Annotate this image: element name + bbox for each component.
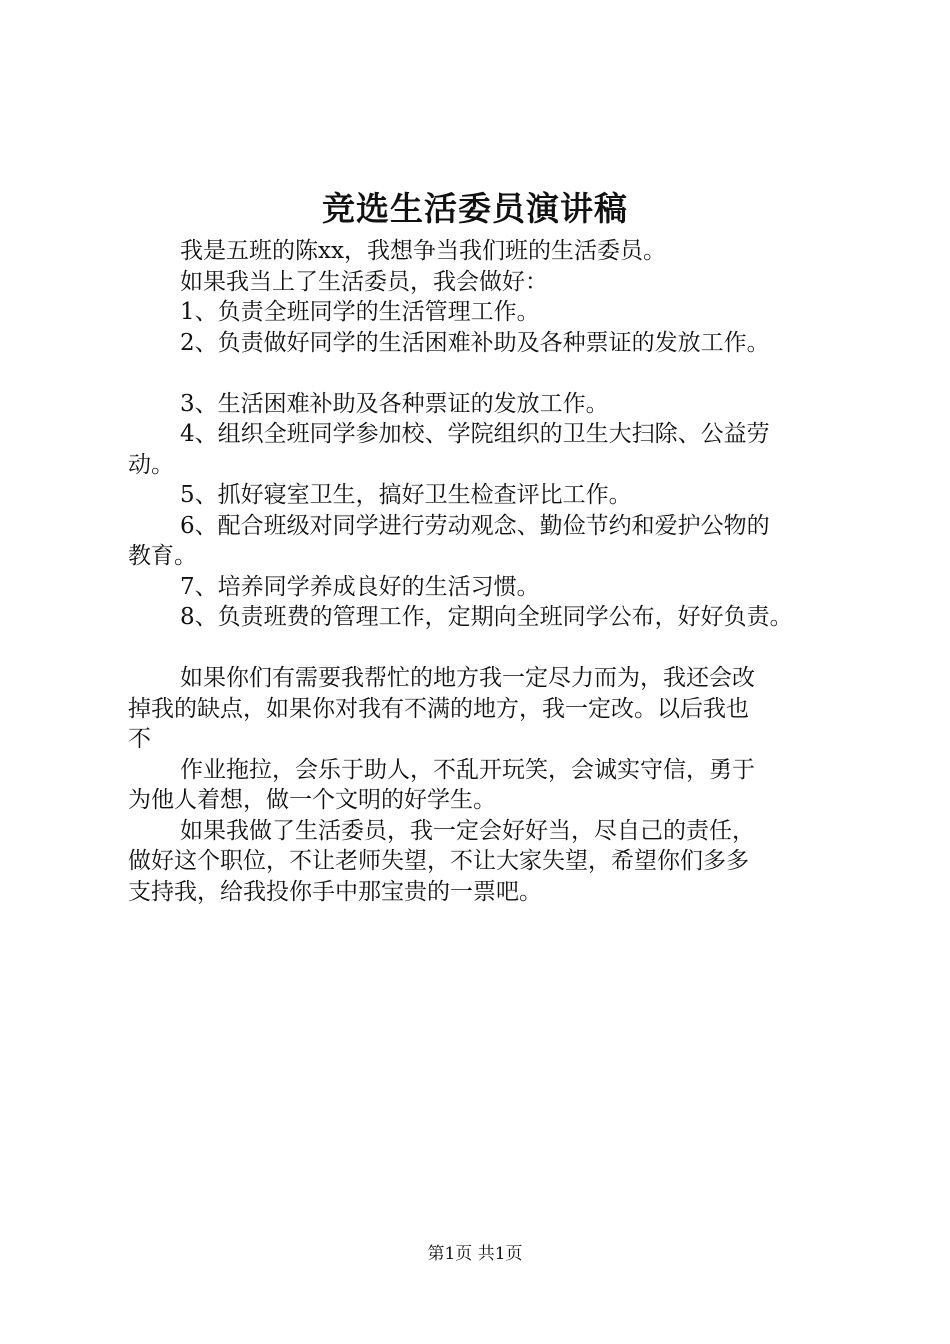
paragraph-line: 如果我做了生活委员，我一定会好好当，尽自己的责任，	[180, 817, 755, 844]
paragraph-line: 做好这个职位，不让老师失望，不让大家失望，希望你们多多	[128, 848, 749, 874]
paragraph-line: 支持我，给我投你手中那宝贵的一票吧。	[128, 878, 542, 905]
list-item-line: 6、配合班级对同学进行劳动观念、勤俭节约和爱护公物的	[180, 512, 770, 539]
list-item-line: 4、组织全班同学参加校、学院组织的卫生大扫除、公益劳	[180, 421, 770, 447]
paragraph-line: 不	[128, 726, 151, 752]
blank-line	[128, 633, 838, 664]
list-item-line: 2、负责做好同学的生活困难补助及各种票证的发放工作。	[180, 329, 770, 356]
list-item-line: 1、负责全班同学的生活管理工作。	[180, 299, 540, 325]
list-item-continuation: 教育。	[128, 543, 197, 569]
paragraph-line: 我是五班的陈xx，我想争当我们班的生活委员。	[180, 238, 666, 264]
paragraph-line: 作业拖拉，会乐于助人，不乱开玩笑，会诚实守信，勇于	[180, 756, 755, 783]
document-title: 竞选生活委员演讲稿	[322, 189, 628, 228]
paragraph-line: 掉我的缺点，如果你对我有不满的地方，我一定改。以后我也	[128, 695, 749, 722]
list-item-line: 3、生活困难补助及各种票证的发放工作。	[180, 390, 609, 417]
document-body	[128, 236, 838, 907]
paragraph-line: 为他人着想，做一个文明的好学生。	[128, 787, 496, 813]
list-item-line: 8、负责班费的管理工作，定期向全班同学公布，好好负责。	[180, 604, 793, 630]
list-item-line: 5、抓好寝室卫生，搞好卫生检查评比工作。	[180, 482, 632, 508]
page-footer: 第1页 共1页	[427, 1244, 523, 1264]
list-item-continuation: 动。	[128, 451, 174, 478]
paragraph-line: 如果我当上了生活委员，我会做好：	[180, 268, 548, 295]
list-item-line: 7、培养同学养成良好的生活习惯。	[180, 573, 540, 600]
blank-line	[128, 358, 838, 389]
paragraph-line: 如果你们有需要我帮忙的地方我一定尽力而为，我还会改	[180, 665, 755, 691]
